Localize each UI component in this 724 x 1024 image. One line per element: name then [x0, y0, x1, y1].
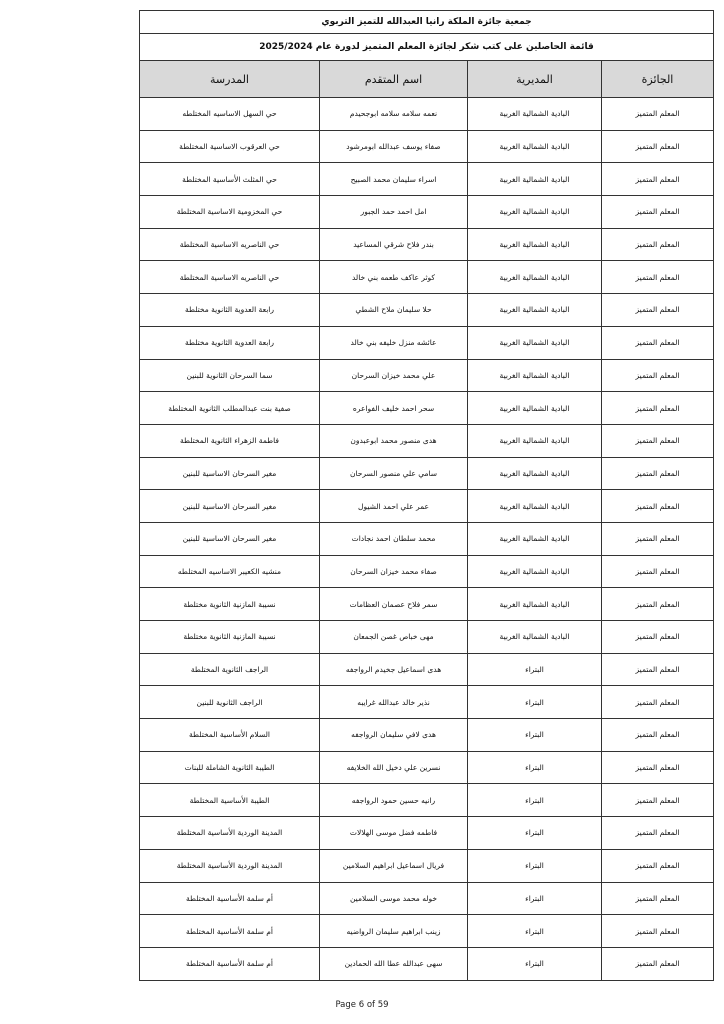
- award-cell: المعلم المتميز: [602, 261, 714, 294]
- school-cell: حي السهل الاساسيه المختلطه: [140, 98, 320, 131]
- table-row: [140, 588, 714, 621]
- directorate-cell: البادية الشمالية الغربية: [468, 588, 602, 621]
- column-header-directorate: المديرية: [468, 61, 602, 98]
- award-cell: المعلم المتميز: [602, 294, 714, 327]
- directorate-cell: البادية الشمالية الغربية: [468, 424, 602, 457]
- school-cell: المدينة الوردية الأساسية المختلطة: [140, 817, 320, 850]
- directorate-cell: البتراء: [468, 784, 602, 817]
- applicant-name-cell: كوثر عاكف طعمه بني خالد: [320, 261, 468, 294]
- table-row: [140, 849, 714, 882]
- school-cell: رابعة العدوية الثانوية مختلطة: [140, 326, 320, 359]
- directorate-cell: البادية الشمالية الغربية: [468, 228, 602, 261]
- school-cell: فاطمة الزهراء الثانوية المختلطة: [140, 424, 320, 457]
- column-header-award: الجائزة: [602, 61, 714, 98]
- table-row: [140, 490, 714, 523]
- school-cell: مغير السرحان الاساسية للبنين: [140, 522, 320, 555]
- applicant-name-cell: سهى عبدالله عطا الله الحمادين: [320, 947, 468, 980]
- table-row: [140, 326, 714, 359]
- applicant-name-cell: صفاء يوسف عبدالله ابومرشود: [320, 130, 468, 163]
- award-cell: المعلم المتميز: [602, 882, 714, 915]
- school-cell: حي العرقوب الاساسية المختلطة: [140, 130, 320, 163]
- directorate-cell: البادية الشمالية الغربية: [468, 196, 602, 229]
- directorate-cell: البتراء: [468, 915, 602, 948]
- school-cell: حي المخزومية الاساسية المختلطة: [140, 196, 320, 229]
- document-sheet: [139, 10, 713, 981]
- applicant-name-cell: حلا سليمان ملاح الشطي: [320, 294, 468, 327]
- award-cell: المعلم المتميز: [602, 163, 714, 196]
- applicant-name-cell: سامي علي منصور السرحان: [320, 457, 468, 490]
- directorate-cell: البتراء: [468, 849, 602, 882]
- column-header-row: [140, 61, 714, 98]
- directorate-cell: البادية الشمالية الغربية: [468, 621, 602, 654]
- school-cell: صفية بنت عبدالمطلب الثانوية المختلطة: [140, 392, 320, 425]
- award-cell: المعلم المتميز: [602, 522, 714, 555]
- award-cell: المعلم المتميز: [602, 719, 714, 752]
- applicant-name-cell: نسرين علي دخيل الله الخلايفه: [320, 751, 468, 784]
- directorate-cell: البادية الشمالية الغربية: [468, 392, 602, 425]
- directorate-cell: البادية الشمالية الغربية: [468, 359, 602, 392]
- school-cell: الراجف الثانوية للبنين: [140, 686, 320, 719]
- table-row: [140, 294, 714, 327]
- school-cell: السلام الأساسية المختلطة: [140, 719, 320, 752]
- award-cell: المعلم المتميز: [602, 947, 714, 980]
- school-cell: سما السرحان الثانوية للبنين: [140, 359, 320, 392]
- directorate-cell: البادية الشمالية الغربية: [468, 555, 602, 588]
- applicant-name-cell: هدى اسماعيل جخيدم الرواجفه: [320, 653, 468, 686]
- directorate-cell: البادية الشمالية الغربية: [468, 163, 602, 196]
- table-row: [140, 261, 714, 294]
- applicant-name-cell: علي محمد خيزان السرحان: [320, 359, 468, 392]
- table-row: [140, 621, 714, 654]
- applicant-name-cell: سمر فلاح عصمان العظامات: [320, 588, 468, 621]
- school-cell: رابعة العدوية الثانوية مختلطة: [140, 294, 320, 327]
- applicant-name-cell: هدى منصور محمد ابوعبدون: [320, 424, 468, 457]
- applicant-name-cell: خوله محمد موسى السلامين: [320, 882, 468, 915]
- award-cell: المعلم المتميز: [602, 784, 714, 817]
- table-row: [140, 228, 714, 261]
- applicant-name-cell: فريال اسماعيل ابراهيم السلامين: [320, 849, 468, 882]
- directorate-cell: البادية الشمالية الغربية: [468, 326, 602, 359]
- school-cell: الراجف الثانوية المختلطة: [140, 653, 320, 686]
- applicant-name-cell: بندر فلاح شرقي المساعيد: [320, 228, 468, 261]
- table-row: [140, 163, 714, 196]
- school-cell: أم سلمة الأساسية المختلطة: [140, 882, 320, 915]
- table-body: [140, 98, 714, 981]
- applicant-name-cell: اسراء سليمان محمد الصبيح: [320, 163, 468, 196]
- organization-title: جمعية جائزة الملكة رانيا العبدالله للتميز التربوي: [140, 11, 714, 34]
- school-cell: نسيبة المازنية الثانوية مختلطة: [140, 588, 320, 621]
- directorate-cell: البادية الشمالية الغربية: [468, 522, 602, 555]
- applicant-name-cell: نعمه سلامه سلامه ابوجحيدم: [320, 98, 468, 131]
- table-row: [140, 653, 714, 686]
- award-cell: المعلم المتميز: [602, 588, 714, 621]
- applicant-name-cell: هدى لافي سليمان الرواجفه: [320, 719, 468, 752]
- directorate-cell: البتراء: [468, 947, 602, 980]
- table-row: [140, 784, 714, 817]
- school-cell: منشيه الكعيبر الاساسيه المختلطه: [140, 555, 320, 588]
- award-cell: المعلم المتميز: [602, 849, 714, 882]
- page-number: Page 6 of 59: [335, 1000, 389, 1010]
- table-row: [140, 424, 714, 457]
- school-cell: مغير السرحان الاساسية للبنين: [140, 490, 320, 523]
- school-cell: الطيبة الثانوية الشاملة للبنات: [140, 751, 320, 784]
- table-row: [140, 686, 714, 719]
- table-row: [140, 522, 714, 555]
- applicant-name-cell: فاطمه فضل موسى الهلالات: [320, 817, 468, 850]
- directorate-cell: البتراء: [468, 719, 602, 752]
- award-cell: المعلم المتميز: [602, 621, 714, 654]
- directorate-cell: البتراء: [468, 751, 602, 784]
- school-cell: الطيبة الأساسية المختلطة: [140, 784, 320, 817]
- table-row: [140, 196, 714, 229]
- table-row: [140, 98, 714, 131]
- table-row: [140, 392, 714, 425]
- school-cell: أم سلمة الأساسية المختلطة: [140, 947, 320, 980]
- award-cell: المعلم المتميز: [602, 915, 714, 948]
- award-cell: المعلم المتميز: [602, 653, 714, 686]
- directorate-cell: البادية الشمالية الغربية: [468, 130, 602, 163]
- table-row: [140, 719, 714, 752]
- award-cell: المعلم المتميز: [602, 392, 714, 425]
- directorate-cell: البادية الشمالية الغربية: [468, 294, 602, 327]
- applicant-name-cell: نذير خالد عبدالله غرايبه: [320, 686, 468, 719]
- table-row: [140, 130, 714, 163]
- award-cell: المعلم المتميز: [602, 490, 714, 523]
- applicant-name-cell: سحر احمد خليف الفواعره: [320, 392, 468, 425]
- award-cell: المعلم المتميز: [602, 751, 714, 784]
- school-cell: مغير السرحان الاساسية للبنين: [140, 457, 320, 490]
- school-cell: حي المثلث الأساسية المختلطة: [140, 163, 320, 196]
- table-row: [140, 817, 714, 850]
- award-cell: المعلم المتميز: [602, 326, 714, 359]
- table-row: [140, 947, 714, 980]
- list-title: قائمة الحاصلين على كتب شكر لجائزة المعلم المتميز لدورة عام 2025/2024: [140, 34, 714, 61]
- school-cell: المدينة الوردية الأساسية المختلطة: [140, 849, 320, 882]
- award-cell: المعلم المتميز: [602, 130, 714, 163]
- award-cell: المعلم المتميز: [602, 555, 714, 588]
- award-cell: المعلم المتميز: [602, 457, 714, 490]
- table-row: [140, 751, 714, 784]
- table-row: [140, 359, 714, 392]
- award-cell: المعلم المتميز: [602, 98, 714, 131]
- directorate-cell: البتراء: [468, 817, 602, 850]
- award-cell: المعلم المتميز: [602, 424, 714, 457]
- directorate-cell: البادية الشمالية الغربية: [468, 98, 602, 131]
- applicant-name-cell: صفاء محمد خيزان السرحان: [320, 555, 468, 588]
- applicant-name-cell: عائشه منزل خليفه بني خالد: [320, 326, 468, 359]
- column-header-school: المدرسة: [140, 61, 320, 98]
- school-cell: حي الناصريه الاساسية المختلطة: [140, 261, 320, 294]
- applicant-name-cell: محمد سلطان احمد نجادات: [320, 522, 468, 555]
- directorate-cell: البادية الشمالية الغربية: [468, 457, 602, 490]
- applicant-name-cell: امل احمد حمد الجبور: [320, 196, 468, 229]
- award-cell: المعلم المتميز: [602, 228, 714, 261]
- table-row: [140, 882, 714, 915]
- award-cell: المعلم المتميز: [602, 817, 714, 850]
- directorate-cell: البتراء: [468, 686, 602, 719]
- applicant-name-cell: رانيه حسين حمود الرواجفه: [320, 784, 468, 817]
- school-cell: أم سلمة الأساسية المختلطة: [140, 915, 320, 948]
- directorate-cell: البتراء: [468, 882, 602, 915]
- table-row: [140, 915, 714, 948]
- directorate-cell: البادية الشمالية الغربية: [468, 490, 602, 523]
- column-header-applicant-name: اسم المتقدم: [320, 61, 468, 98]
- award-cell: المعلم المتميز: [602, 359, 714, 392]
- awards-table: [139, 10, 714, 981]
- table-row: [140, 555, 714, 588]
- award-cell: المعلم المتميز: [602, 196, 714, 229]
- applicant-name-cell: عمر علي احمد الشيول: [320, 490, 468, 523]
- school-cell: نسيبة المازنية الثانوية مختلطة: [140, 621, 320, 654]
- applicant-name-cell: زينب ابراهيم سليمان الرواضيه: [320, 915, 468, 948]
- table-row: [140, 457, 714, 490]
- school-cell: حي الناصريه الاساسية المختلطة: [140, 228, 320, 261]
- award-cell: المعلم المتميز: [602, 686, 714, 719]
- directorate-cell: البتراء: [468, 653, 602, 686]
- directorate-cell: البادية الشمالية الغربية: [468, 261, 602, 294]
- applicant-name-cell: مهى خباص غصن الجمعان: [320, 621, 468, 654]
